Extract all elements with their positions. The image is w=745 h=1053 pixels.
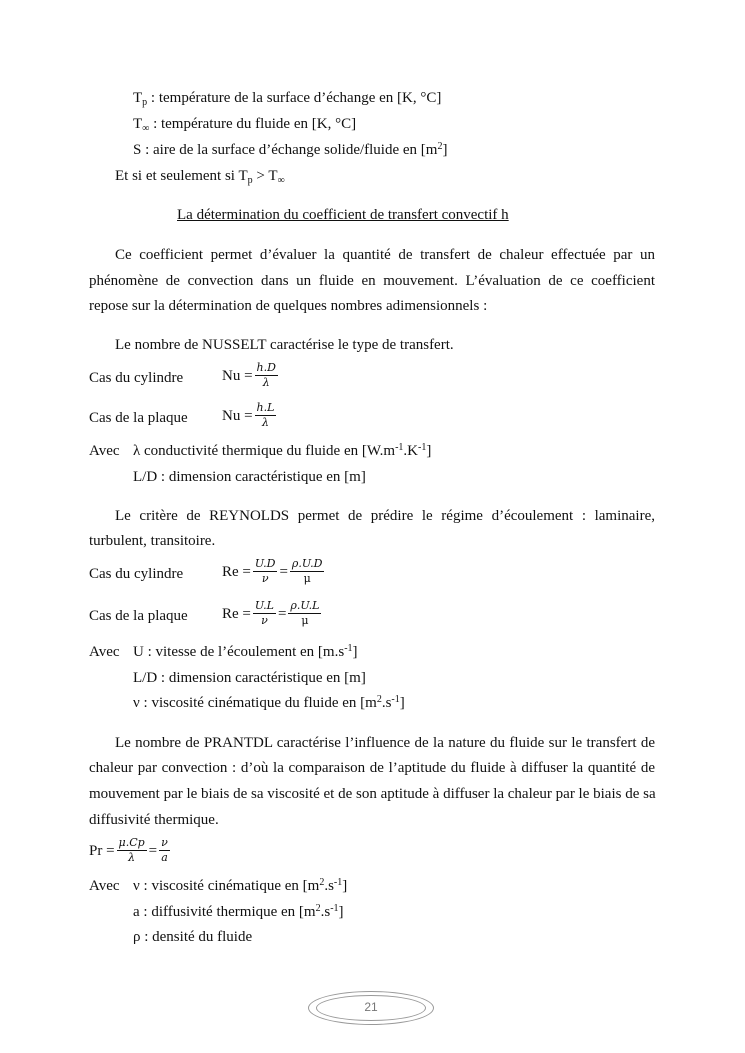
prandtl-line-1: Le nombre de PRANTDL caractérise l’influence de la nature du fluide sur le transfert de [115,735,655,751]
prandtl-line-4: diffusivité thermique. [89,812,219,828]
prandtl-a-def: a : diffusivité thermique en $[m^2.s^{-1}]$ [133,903,344,920]
nusselt-plate-label: Cas de la plaque [89,410,188,426]
fraction: $\frac{h.L}{\lambda}$ [256,401,275,429]
page-number: 21 [364,1000,378,1014]
fraction: $\frac{\nu}{a}$ [161,836,168,864]
reynolds-line-2: turbulent, transitoire. [89,533,216,549]
fraction: $\frac{\mu.Cp}{\lambda}$ [118,836,145,864]
intro-line-3: repose sur la détermination de quelques nombres adimensionnels : [89,298,488,314]
prandtl-formula: Pr = $\frac{\mu.Cp}{\lambda}$ = $\frac{\nu}{a}$ [89,836,168,864]
prandtl-line-3: mouvement par le biais de sa viscosité et de son aptitude à diffuser la chaleur par le biais de sa [89,786,656,802]
fraction: $\frac{h.D}{\lambda}$ [256,361,276,389]
reynolds-line-1: Le critère de REYNOLDS permet de prédire le régime d’écoulement : laminaire, [115,508,655,524]
intro-line-1: Ce coefficient permet d’évaluer la quantité de transfert de chaleur effectuée par un [115,247,655,263]
reynolds-cylinder-formula: Re = $\frac{U.D}{\nu}$ = $\frac{\rho.U.D}{\mu}$ [222,557,323,585]
nusselt-ld-def: L/D : dimension caractéristique en [m] [133,469,366,485]
def-tp: $T_p$ : température de la surface d’échange en [K, °C] [133,90,442,108]
prandtl-line-2: chaleur par convection : d’où la comparaison de l’aptitude du fluide à diffuser la quantité de [89,760,655,776]
nusselt-avec: Avec [89,443,120,459]
fraction: $\frac{U.L}{\nu}$ [254,599,274,627]
reynolds-u-def: U : vitesse de l’écoulement en $[m.s^{-1}]$ [133,643,358,660]
nusselt-lambda-def: λ conductivité thermique du fluide en $[W.m^{-1}.K^{-1}]$ [133,442,432,459]
section-title: La détermination du coefficient de transfert convectif h [177,207,509,223]
nusselt-cylinder-formula: Nu = $\frac{h.D}{\lambda}$ [222,361,276,389]
reynolds-cylinder-label: Cas du cylindre [89,566,184,582]
reynolds-nu-def: ν : viscosité cinématique du fluide en $[m^2.s^{-1}]$ [133,694,405,711]
prandtl-nu-def: ν : viscosité cinématique en $[m^2.s^{-1}]$ [133,877,348,894]
reynolds-ld-def: L/D : dimension caractéristique en [m] [133,670,366,686]
prandtl-rho-def: ρ : densité du fluide [133,929,253,945]
fraction: $\frac{\rho.U.L}{\mu}$ [290,599,320,627]
fraction: $\frac{\rho.U.D}{\mu}$ [291,557,323,585]
def-s: S : aire de la surface d’échange solide/fluide en $[m^2]$ [133,141,448,158]
nusselt-intro: Le nombre de NUSSELT caractérise le type de transfert. [115,337,454,353]
prandtl-avec: Avec [89,878,120,894]
reynolds-plate-formula: Re = $\frac{U.L}{\nu}$ = $\frac{\rho.U.L}{\mu}$ [222,599,320,627]
intro-line-2: phénomène de convection dans un fluide en mouvement. L’évaluation de ce coefficient [89,273,655,289]
nusselt-plate-formula: Nu = $\frac{h.L}{\lambda}$ [222,401,275,429]
reynolds-plate-label: Cas de la plaque [89,608,188,624]
nusselt-cylinder-label: Cas du cylindre [89,370,184,386]
def-tinf: $T_\infty$ : température du fluide en [K, °C] [133,116,357,134]
condition-line: Et si et seulement si $T_p > T_\infty$ [115,168,285,186]
reynolds-avec: Avec [89,644,120,660]
fraction: $\frac{U.D}{\nu}$ [254,557,276,585]
